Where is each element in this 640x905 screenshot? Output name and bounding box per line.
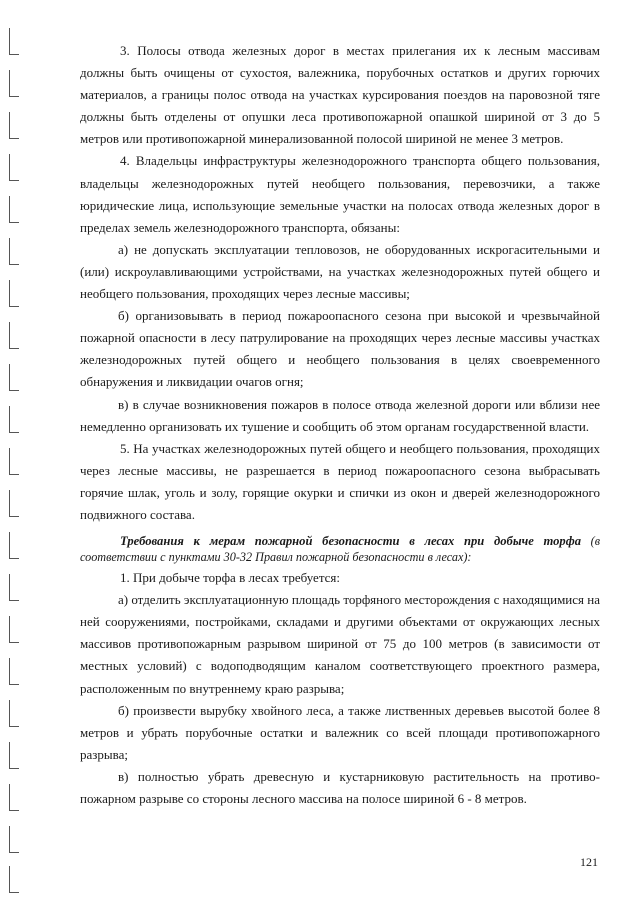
margin-mark <box>9 238 19 265</box>
margin-mark <box>9 406 19 433</box>
margin-mark <box>9 70 19 97</box>
section-heading <box>80 534 600 565</box>
margin-mark <box>9 532 19 559</box>
peat-item-c: в) полностью убрать древесную и кустарниковую растительность на противо-пожарном разрыве со стороны лесного массива на полосе шириной 6 - 8 метров. <box>80 768 600 806</box>
paragraph-railway-clearance: 3. Полосы отвода железных дорог в местах прилегания их к лесным массивам должны быть очищены от сухостоя, валежника, порубочных остатков и других горючих материалов, а границы полос отвода на участках курсирования поездов на паровозной тяге должны быть отделены от опушки леса противопожарной опашкой шириной от 3 до 5 метров или противопожарной минерализованной полосой шириной не менее 3 метров. <box>80 43 600 147</box>
peat-item-b: б) произвести вырубку хвойного леса, а также лиственных деревьев высотой более 8 метров и убрать порубочные остатки и валежник со всей площади противопожарного разрыва; <box>80 702 600 762</box>
paragraph-infrastructure-owners: 4. Владельцы инфраструктуры железнодорожного транспорта общего пользования, владельцы железнодорожных путей необщего пользования, перевозчики, а также юридические лица, использующие земельные участки на полосах отвода железных дорог в пределах земель железнодорожного транспорта, обязаны: <box>80 153 600 235</box>
margin-mark <box>9 616 19 643</box>
binding-margin-marks <box>0 0 30 905</box>
margin-mark <box>9 448 19 475</box>
paragraph-prohibition: 5. На участках железнодорожных путей общего и необщего пользования, проходящих через лесные массивы, не разрешается в период пожароопасного сезона выбрасывать горячие шлак, уголь и золу, горящие окурки и спички из окон и дверей железнодорожного подвижного состава. <box>80 440 600 522</box>
paragraph-peat-intro: 1. При добыче торфа в лесах требуется: <box>120 570 341 586</box>
margin-mark <box>9 866 19 893</box>
margin-mark <box>9 364 19 391</box>
list-item-c: в) в случае возникновения пожаров в полосе отвода железной дороги или вблизи нее немедленно организовать их тушение и сообщить об этом органам государственной власти. <box>80 396 600 434</box>
section-heading-title: Требования к мерам пожарной безопасности в лесах при добыче торфа <box>120 534 582 549</box>
margin-mark <box>9 196 19 223</box>
margin-mark <box>9 826 19 853</box>
margin-mark <box>9 742 19 769</box>
margin-mark <box>9 700 19 727</box>
margin-mark <box>9 280 19 307</box>
list-item-a: а) не допускать эксплуатации тепловозов, не оборудованных искрогасительными и (или) искроулавливающими устройствами, на участках железнодорожных путей общего и необщего пользования, проходящих через лесные массивы; <box>80 241 600 302</box>
peat-item-a: а) отделить эксплуатационную площадь торфяного месторождения с находящимися на ней сооружениями, постройками, складами и другими объектами от окружающих лесных массивов противопожарным разрывом шириной от 75 до 100 метров (в зависимости от местных условий) с водоподводящим каналом соответствующего проектного размера, расположенным по внутреннему краю разрыва; <box>80 592 600 696</box>
margin-mark <box>9 154 19 181</box>
document-page <box>80 40 600 810</box>
list-item-b: б) организовывать в период пожароопасного сезона при высокой и чрезвычайной пожарной опасности в лесу патрулирование на проходящих через лесные массивы участках железнодорожных путей общего и необщего пользования в целях своевременного обнаружения и ликвидации очагов огня; <box>80 308 600 390</box>
margin-mark <box>9 784 19 811</box>
page-number: 121 <box>580 855 598 869</box>
margin-mark <box>9 574 19 601</box>
margin-mark <box>9 658 19 685</box>
section-heading-reference: (в соответствии с пунктами 30-32 Правил пожарной безопасности в лесах): <box>80 534 600 564</box>
margin-mark <box>9 28 19 55</box>
margin-mark <box>9 322 19 349</box>
margin-mark <box>9 490 19 517</box>
margin-mark <box>9 112 19 139</box>
